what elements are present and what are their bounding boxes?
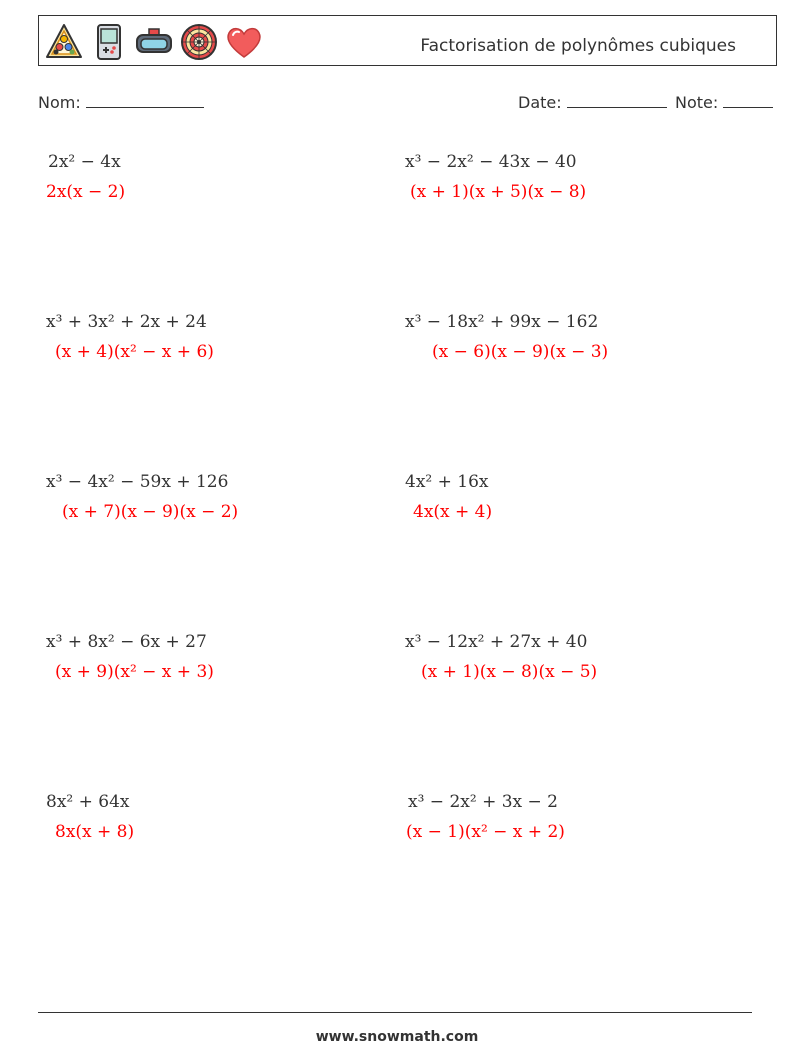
date-field [518,93,667,112]
problem-answer: 8x(x + 8) [55,822,135,842]
problem-answer: (x + 1)(x − 8)(x − 5) [421,662,598,682]
problem-expression: x³ − 4x² − 59x + 126 [46,472,229,492]
date-label: Date: [518,93,562,112]
grade-field [675,93,773,112]
worksheet-header [38,15,777,66]
header-icons [44,22,264,62]
problem-expression: 2x² − 4x [48,152,121,172]
problem-expression: x³ + 3x² + 2x + 24 [46,312,207,332]
dartboard-icon [179,22,219,62]
problem-answer: (x + 1)(x + 5)(x − 8) [410,182,587,202]
problem-expression: x³ − 12x² + 27x + 40 [405,632,588,652]
name-blank [86,93,204,108]
problem-answer: (x − 6)(x − 9)(x − 3) [432,342,609,362]
name-label: Nom: [38,93,81,112]
grade-label: Note: [675,93,719,112]
footer-divider [38,1012,752,1013]
problem-answer: (x + 4)(x² − x + 6) [55,342,214,362]
handheld-console-icon [89,22,129,62]
problem-answer: (x + 7)(x − 9)(x − 2) [62,502,239,522]
problem-answer: (x − 1)(x² − x + 2) [406,822,565,842]
problem-expression: 8x² + 64x [46,792,130,812]
problem-answer: 4x(x + 4) [413,502,493,522]
problem-expression: x³ − 2x² − 43x − 40 [405,152,577,172]
heart-icon [224,22,264,62]
date-blank [567,93,667,108]
problem-expression: x³ − 2x² + 3x − 2 [408,792,558,812]
footer-url: www.snowmath.com [315,1029,479,1045]
problem-expression: 4x² + 16x [405,472,489,492]
billiards-rack-icon [44,22,84,62]
vr-headset-icon [134,22,174,62]
problem-answer: (x + 9)(x² − x + 3) [55,662,214,682]
name-field [38,93,204,112]
problem-expression: x³ − 18x² + 99x − 162 [405,312,599,332]
grade-blank [723,93,773,108]
worksheet-title: Factorisation de polynômes cubiques [420,36,736,56]
problem-expression: x³ + 8x² − 6x + 27 [46,632,207,652]
problem-answer: 2x(x − 2) [46,182,126,202]
